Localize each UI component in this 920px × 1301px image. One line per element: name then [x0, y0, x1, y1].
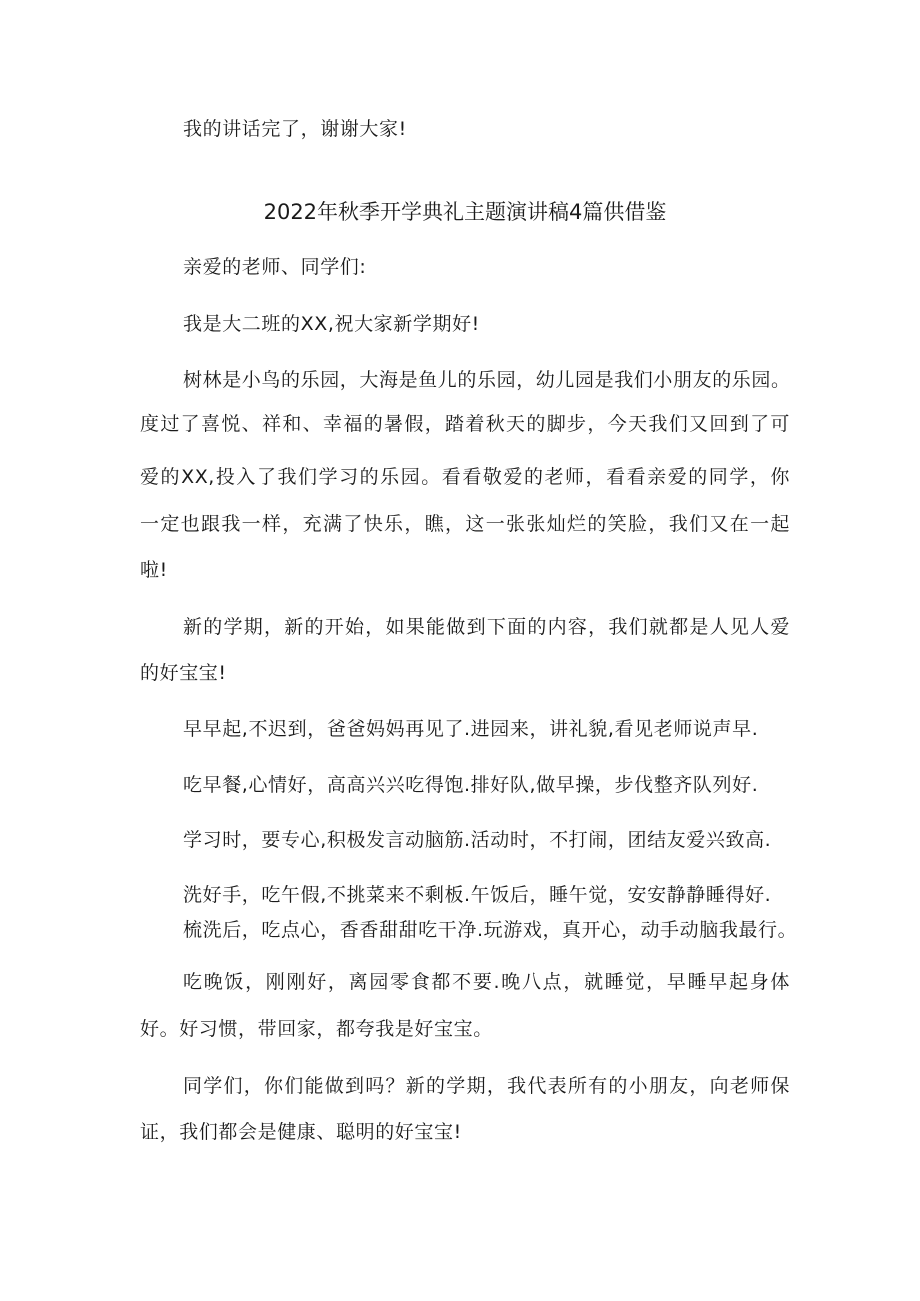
greeting-line: 亲爱的老师、同学们: [183, 256, 367, 278]
paragraph1-line: 啦! [140, 559, 168, 581]
paragraph1-line: 一定也跟我一样，充满了快乐，瞧，这一张张灿烂的笑脸，我们又在一起 [140, 513, 790, 535]
rhyme-line: 吃早餐,心情好，高高兴兴吃得饱.排好队,做早操，步伐整齐队列好. [183, 774, 759, 796]
paragraph4-line: 同学们，你们能做到吗？新的学期，我代表所有的小朋友，向老师保 [183, 1075, 790, 1097]
rhyme-line: 洗好手，吃午假,不挑菜来不剩板.午饭后，睡午觉，安安静静睡得好. [183, 884, 772, 906]
paragraph3-line: 吃晚饭，刚刚好，离园零食都不要.晚八点，就睡觉，早睡早起身体 [183, 971, 790, 993]
rhyme-line: 梳洗后，吃点心，香香甜甜吃干净.玩游戏，真开心，动手动脑我最行。 [183, 919, 798, 941]
rhyme-line: 早早起,不迟到，爸爸妈妈再见了.进园来，讲礼貌,看见老师说声早. [183, 718, 759, 740]
paragraph4-line: 证，我们都会是健康、聪明的好宝宝! [140, 1121, 462, 1143]
intro-line: 我是大二班的XX,祝大家新学期好! [183, 313, 480, 335]
paragraph1-line: 度过了喜悦、祥和、幸福的暑假，踏着秋天的脚步，今天我们又回到了可 [140, 413, 790, 435]
paragraph2-line: 新的学期，新的开始，如果能做到下面的内容，我们就都是人见人爱 [183, 616, 790, 638]
page-title: 2022年秋季开学典礼主题演讲稿4篇供借鉴 [263, 200, 667, 224]
paragraph1-line: 树林是小鸟的乐园，大海是鱼儿的乐园，幼儿园是我们小朋友的乐园。 [183, 369, 791, 391]
paragraph3-line: 好。好习惯，带回家，都夸我是好宝宝。 [140, 1018, 493, 1040]
paragraph2-line: 的好宝宝! [140, 662, 227, 684]
paragraph1-line: 爱的XX,投入了我们学习的乐园。看看敬爱的老师，看看亲爱的同学，你 [140, 466, 790, 488]
closing-line: 我的讲话完了，谢谢大家! [183, 118, 407, 140]
rhyme-line: 学习时，要专心,积极发言动脑筋.活动时，不打闹，团结友爱兴致高. [183, 829, 772, 851]
